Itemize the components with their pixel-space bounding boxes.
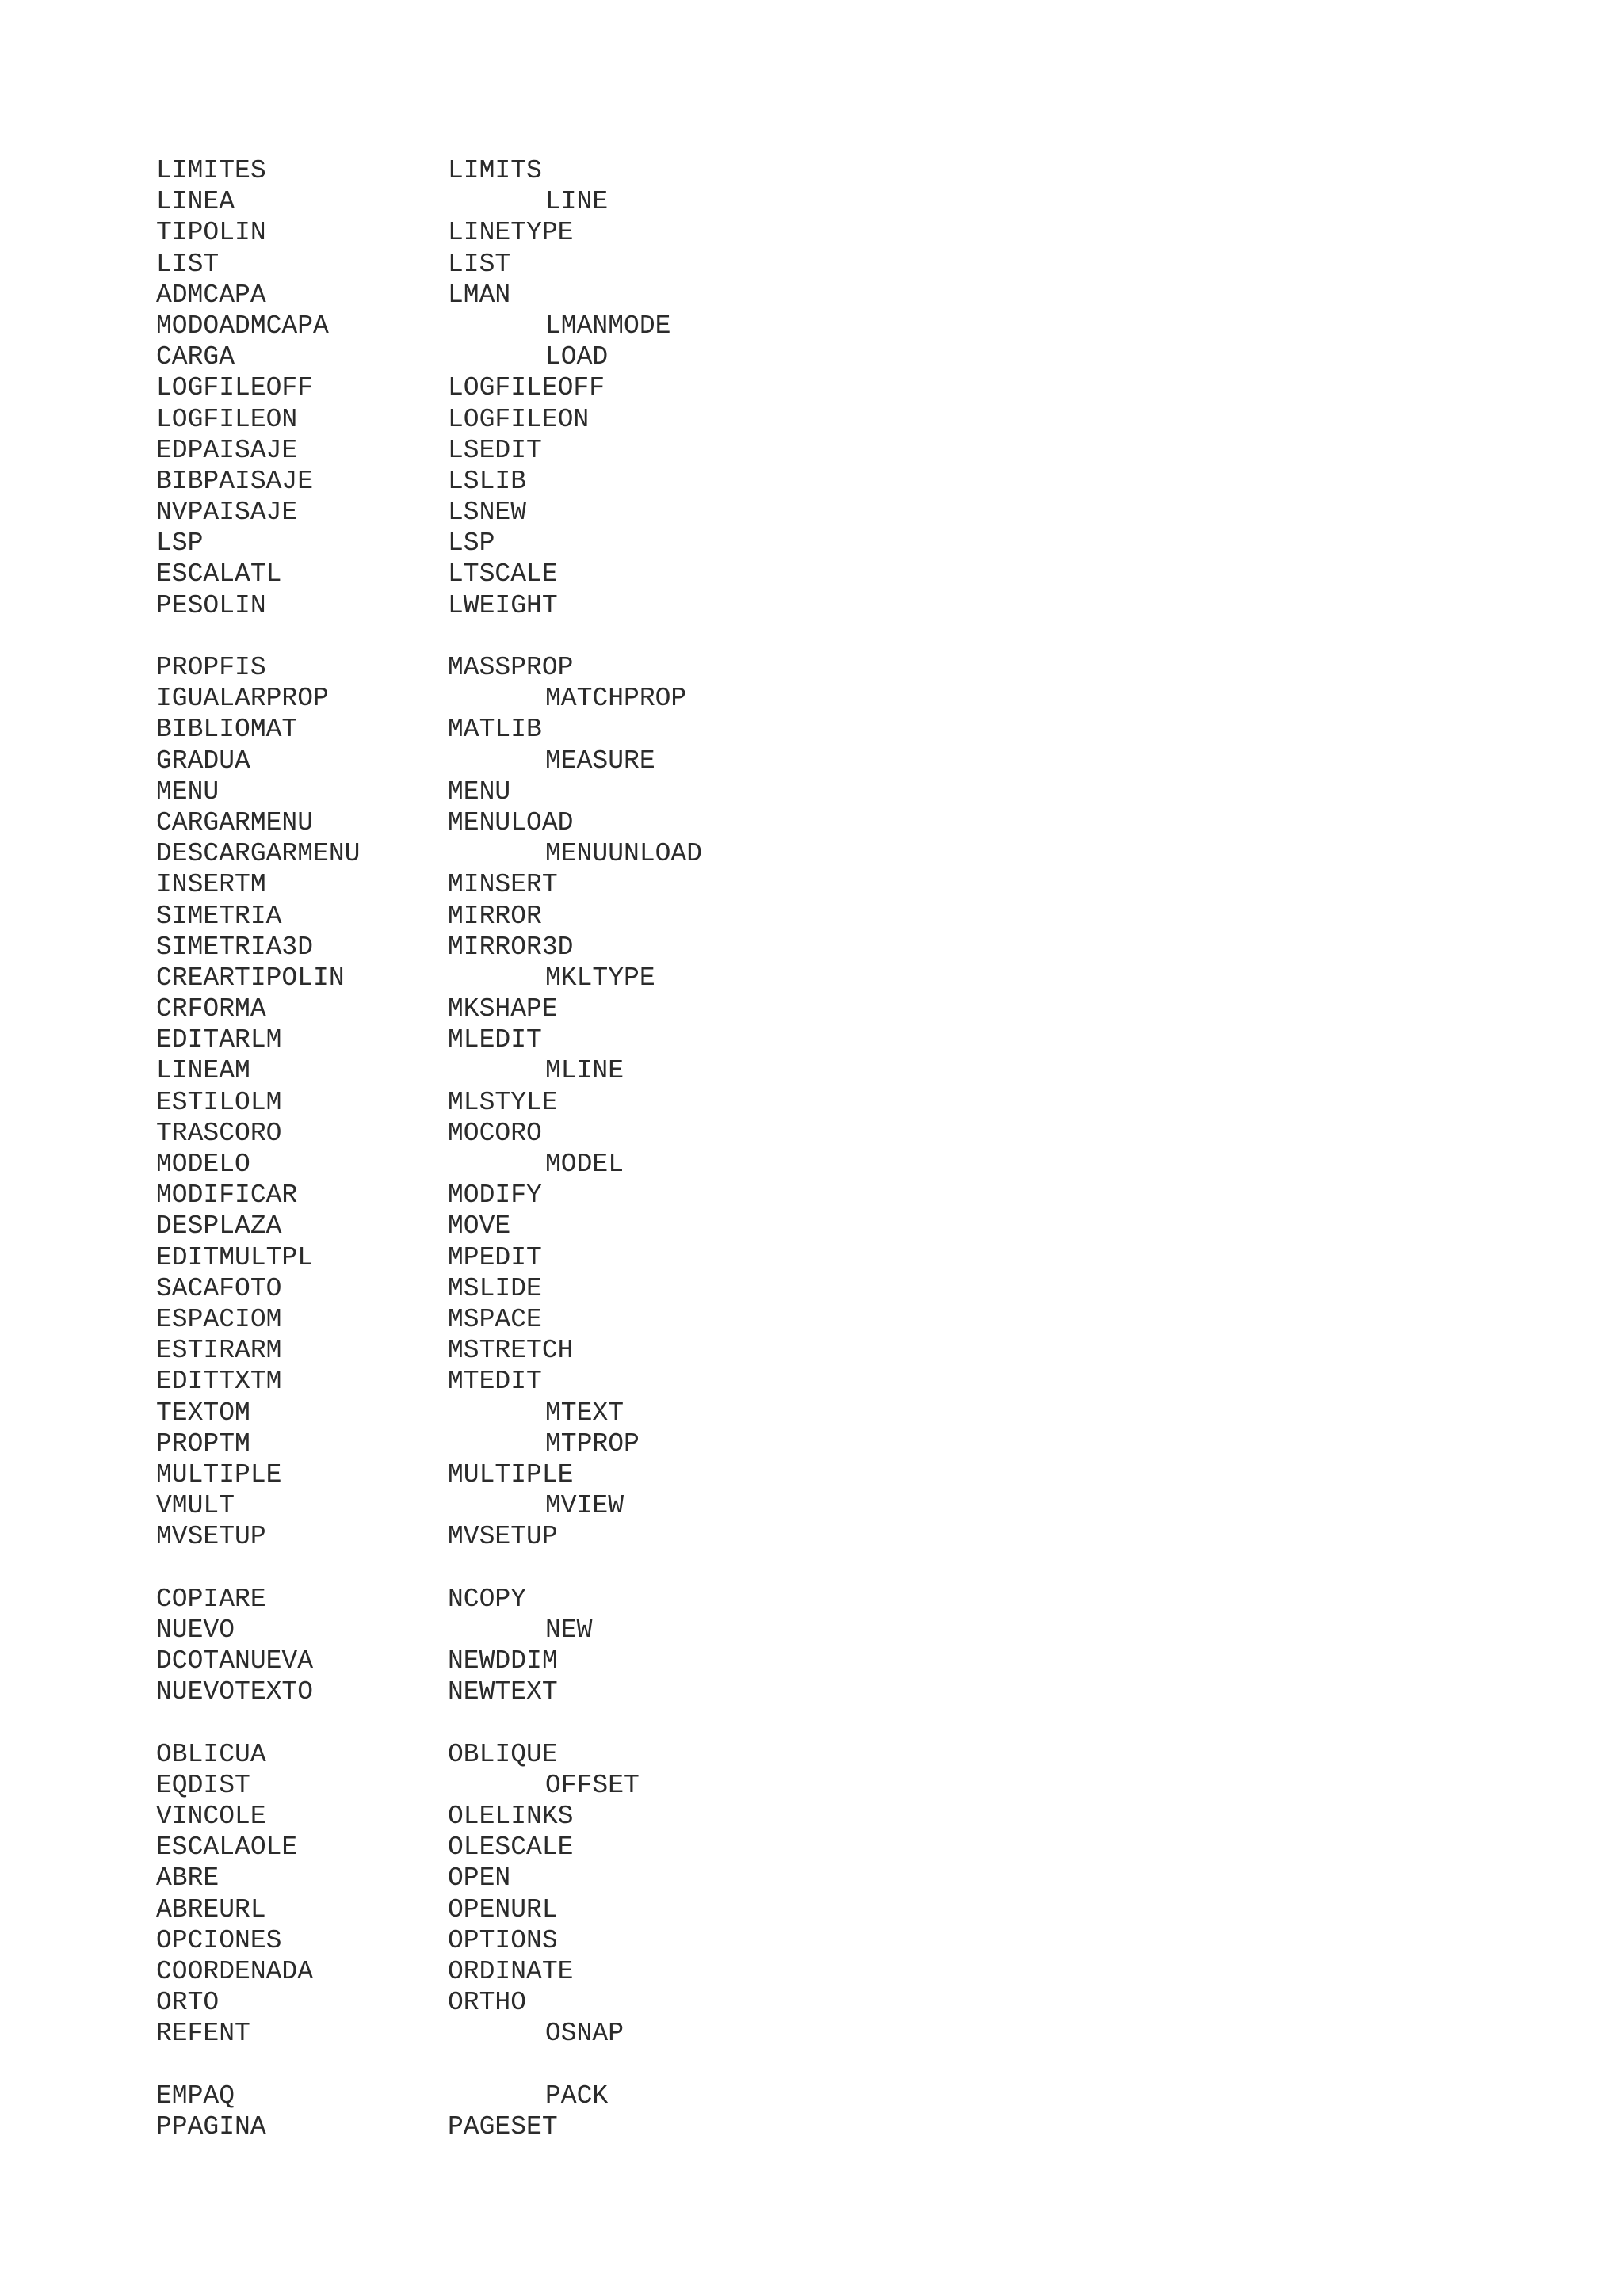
command-row	[156, 217, 1107, 248]
command-row	[156, 186, 1107, 217]
command-row	[156, 683, 1107, 714]
spanish-command: MODELO	[156, 1150, 250, 1179]
english-command: MENUUNLOAD	[545, 839, 703, 869]
english-command: OPENURL	[448, 1894, 558, 1924]
english-command: ORDINATE	[448, 1956, 574, 1986]
command-row	[156, 776, 1107, 807]
command-row	[156, 1428, 1107, 1459]
command-row	[156, 1521, 1107, 1552]
spanish-command: LINEA	[156, 187, 235, 217]
command-row	[156, 528, 1107, 559]
spanish-command: ESTIRARM	[156, 1336, 282, 1366]
command-row	[156, 435, 1107, 466]
spanish-command: ORTO	[156, 1988, 220, 2018]
english-command: MKSHAPE	[448, 994, 558, 1024]
spanish-command: MULTIPLE	[156, 1459, 282, 1489]
command-row	[156, 1646, 1107, 1676]
spanish-command: CARGA	[156, 342, 235, 372]
spanish-command: PPAGINA	[156, 2111, 266, 2142]
command-row	[156, 249, 1107, 280]
command-row	[156, 2018, 1107, 2049]
english-command: LMANMODE	[545, 311, 671, 341]
command-row	[156, 932, 1107, 963]
spanish-command: PESOLIN	[156, 590, 266, 620]
command-row	[156, 1584, 1107, 1615]
english-command: LSLIB	[448, 466, 527, 496]
spanish-command: VMULT	[156, 1491, 235, 1521]
command-row	[156, 1304, 1107, 1335]
spanish-command: SIMETRIA3D	[156, 932, 314, 962]
spanish-command: EDITARLM	[156, 1025, 282, 1055]
english-command: MINSERT	[448, 870, 558, 900]
english-command: MEASURE	[545, 746, 655, 776]
command-row	[156, 1615, 1107, 1646]
command-row	[156, 1211, 1107, 1241]
english-command: OLESCALE	[448, 1833, 574, 1863]
spanish-command: LSP	[156, 528, 204, 559]
command-row	[156, 1242, 1107, 1273]
english-command: MODIFY	[448, 1180, 542, 1211]
english-command: LINETYPE	[448, 218, 574, 248]
english-command: MLSTYLE	[448, 1087, 558, 1117]
command-row	[156, 1832, 1107, 1863]
spanish-command: ADMCAPA	[156, 280, 266, 310]
spanish-command: MODOADMCAPA	[156, 311, 329, 341]
spanish-command: BIBPAISAJE	[156, 466, 314, 496]
command-row	[156, 590, 1107, 621]
english-command: OSNAP	[545, 2019, 624, 2049]
spanish-command: DESPLAZA	[156, 1211, 282, 1241]
command-translation-list	[156, 155, 1107, 2142]
spanish-command: MENU	[156, 776, 220, 807]
english-command: LSP	[448, 528, 495, 559]
english-command: LIST	[448, 249, 511, 279]
command-row	[156, 1925, 1107, 1956]
spanish-command: CARGARMENU	[156, 807, 314, 837]
english-command: LOGFILEON	[448, 404, 590, 434]
spanish-command: DESCARGARMENU	[156, 839, 361, 869]
english-command: LINE	[545, 187, 609, 217]
command-row	[156, 1956, 1107, 1987]
command-row	[156, 1459, 1107, 1490]
command-row	[156, 901, 1107, 932]
command-row	[156, 963, 1107, 994]
spanish-command: PROPTM	[156, 1428, 250, 1459]
english-command: LTSCALE	[448, 559, 558, 589]
english-command: MENULOAD	[448, 807, 574, 837]
english-command: LOAD	[545, 342, 609, 372]
command-group	[156, 155, 1107, 621]
english-command: MENU	[448, 776, 511, 807]
english-command: MTEDIT	[448, 1367, 542, 1397]
english-command: LSNEW	[448, 498, 527, 528]
command-row	[156, 838, 1107, 869]
spanish-command: SACAFOTO	[156, 1273, 282, 1303]
spanish-command: SIMETRIA	[156, 901, 282, 931]
command-row	[156, 869, 1107, 900]
command-row	[156, 341, 1107, 372]
spanish-command: LIMITES	[156, 156, 266, 185]
command-row	[156, 1335, 1107, 1366]
spanish-command: OBLICUA	[156, 1739, 266, 1769]
command-row	[156, 155, 1107, 186]
english-command: NEWDDIM	[448, 1646, 558, 1676]
command-group	[156, 1739, 1107, 2050]
spanish-command: BIBLIOMAT	[156, 715, 298, 745]
spanish-command: EMPAQ	[156, 2081, 235, 2111]
english-command: MSLIDE	[448, 1273, 542, 1303]
command-row	[156, 807, 1107, 838]
spanish-command: TIPOLIN	[156, 218, 266, 248]
command-row	[156, 1055, 1107, 1086]
english-command: PACK	[545, 2081, 609, 2111]
command-row	[156, 652, 1107, 683]
english-command: MIRROR3D	[448, 932, 574, 962]
command-row	[156, 714, 1107, 745]
command-row	[156, 1024, 1107, 1055]
command-row	[156, 280, 1107, 311]
english-command: MASSPROP	[448, 653, 574, 682]
english-command: MKLTYPE	[545, 963, 655, 993]
command-group	[156, 652, 1107, 1552]
spanish-command: COPIARE	[156, 1584, 266, 1614]
spanish-command: MVSETUP	[156, 1522, 266, 1552]
english-command: LMAN	[448, 280, 511, 310]
english-command: MIRROR	[448, 901, 542, 931]
english-command: MSTRETCH	[448, 1336, 574, 1366]
command-row	[156, 1180, 1107, 1211]
english-command: LIMITS	[448, 156, 542, 185]
english-command: LWEIGHT	[448, 590, 558, 620]
command-group	[156, 2081, 1107, 2142]
english-command: MOVE	[448, 1211, 511, 1241]
english-command: PAGESET	[448, 2111, 558, 2142]
english-command: OPEN	[448, 1863, 511, 1894]
command-row	[156, 746, 1107, 776]
command-row	[156, 311, 1107, 341]
spanish-command: TEXTOM	[156, 1398, 250, 1428]
command-row	[156, 1987, 1107, 2018]
english-command: NEWTEXT	[448, 1677, 558, 1707]
english-command: OLELINKS	[448, 1801, 574, 1831]
english-command: OPTIONS	[448, 1925, 558, 1955]
spanish-command: ABREURL	[156, 1894, 266, 1924]
english-command: MTEXT	[545, 1398, 624, 1428]
spanish-command: EDITMULTPL	[156, 1242, 314, 1272]
command-row	[156, 1894, 1107, 1925]
spanish-command: REFENT	[156, 2019, 250, 2049]
english-command: MLEDIT	[448, 1025, 542, 1055]
spanish-command: ESCALAOLE	[156, 1833, 298, 1863]
spanish-command: LOGFILEON	[156, 404, 298, 434]
spanish-command: NUEVOTEXTO	[156, 1677, 314, 1707]
spanish-command: INSERTM	[156, 870, 266, 900]
english-command: NCOPY	[448, 1584, 527, 1614]
spanish-command: EDITTXTM	[156, 1367, 282, 1397]
spanish-command: VINCOLE	[156, 1801, 266, 1831]
command-row	[156, 1770, 1107, 1801]
command-row	[156, 994, 1107, 1024]
english-command: OBLIQUE	[448, 1739, 558, 1769]
english-command: MPEDIT	[448, 1242, 542, 1272]
spanish-command: ESTILOLM	[156, 1087, 282, 1117]
spanish-command: LIST	[156, 249, 220, 279]
command-row	[156, 2111, 1107, 2142]
spanish-command: OPCIONES	[156, 1925, 282, 1955]
command-row	[156, 1490, 1107, 1521]
command-row	[156, 2081, 1107, 2111]
english-command: MATCHPROP	[545, 684, 687, 714]
command-row	[156, 1398, 1107, 1428]
english-command: MVSETUP	[448, 1522, 558, 1552]
english-command: ORTHO	[448, 1988, 527, 2018]
english-command: MULTIPLE	[448, 1459, 574, 1489]
english-command: OFFSET	[545, 1770, 640, 1800]
spanish-command: ESPACIOM	[156, 1304, 282, 1334]
english-command: MVIEW	[545, 1491, 624, 1521]
command-row	[156, 1273, 1107, 1304]
english-command: MODEL	[545, 1150, 624, 1179]
english-command: LOGFILEOFF	[448, 373, 605, 403]
spanish-command: LINEAM	[156, 1056, 250, 1086]
spanish-command: GRADUA	[156, 746, 250, 776]
english-command: MTPROP	[545, 1428, 640, 1459]
english-command: NEW	[545, 1615, 593, 1645]
spanish-command: CREARTIPOLIN	[156, 963, 345, 993]
spanish-command: ABRE	[156, 1863, 220, 1894]
command-row	[156, 1863, 1107, 1894]
spanish-command: PROPFIS	[156, 653, 266, 682]
spanish-command: EDPAISAJE	[156, 435, 298, 465]
spanish-command: NUEVO	[156, 1615, 235, 1645]
spanish-command: CRFORMA	[156, 994, 266, 1024]
spanish-command: TRASCORO	[156, 1118, 282, 1148]
command-row	[156, 497, 1107, 528]
command-group	[156, 1584, 1107, 1708]
spanish-command: EQDIST	[156, 1770, 250, 1800]
command-row	[156, 1676, 1107, 1707]
command-row	[156, 559, 1107, 589]
command-row	[156, 1149, 1107, 1180]
command-row	[156, 1801, 1107, 1832]
command-row	[156, 1118, 1107, 1149]
english-command: MLINE	[545, 1056, 624, 1086]
command-row	[156, 372, 1107, 403]
command-row	[156, 466, 1107, 497]
spanish-command: COORDENADA	[156, 1956, 314, 1986]
spanish-command: MODIFICAR	[156, 1180, 298, 1211]
spanish-command: LOGFILEOFF	[156, 373, 314, 403]
spanish-command: ESCALATL	[156, 559, 282, 589]
english-command: MSPACE	[448, 1304, 542, 1334]
spanish-command: IGUALARPROP	[156, 684, 329, 714]
spanish-command: DCOTANUEVA	[156, 1646, 314, 1676]
english-command: LSEDIT	[448, 435, 542, 465]
command-row	[156, 404, 1107, 435]
spanish-command: NVPAISAJE	[156, 498, 298, 528]
english-command: MATLIB	[448, 715, 542, 745]
command-row	[156, 1366, 1107, 1397]
command-row	[156, 1739, 1107, 1770]
command-row	[156, 1087, 1107, 1118]
english-command: MOCORO	[448, 1118, 542, 1148]
